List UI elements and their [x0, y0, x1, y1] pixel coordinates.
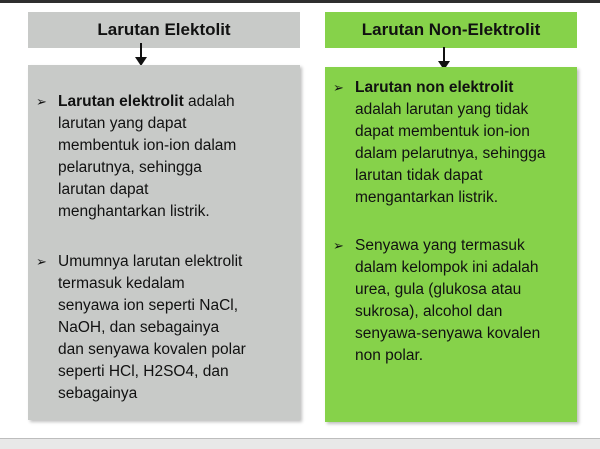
term-larutan-non-elektrolit: Larutan non elektrolit: [355, 79, 514, 96]
text-line: non polar.: [355, 347, 424, 364]
text-line: senyawa ion seperti NaCl,: [58, 297, 239, 314]
arrowhead-bullet-icon: ➢: [333, 238, 344, 253]
text-line: adalah larutan yang tidak: [355, 101, 529, 118]
text-line: urea, gula (glukosa atau: [355, 281, 522, 298]
term-larutan-elektrolit: Larutan elektrolit: [58, 93, 184, 110]
text-line: pelarutnya, sehingga: [58, 159, 202, 176]
panel-non-elektrolit: [325, 67, 577, 422]
arrowhead-bullet-icon: ➢: [333, 80, 344, 95]
arrowhead-bullet-icon: ➢: [36, 254, 47, 269]
text-line: dalam kelompok ini adalah: [355, 259, 539, 276]
text-line: dapat membentuk ion-ion: [355, 123, 530, 140]
text-line: NaOH, dan sebagainya: [58, 319, 220, 336]
text-line: sebagainya: [58, 385, 138, 402]
header-larutan-non-elektrolit: Larutan Non-Elektrolit: [325, 12, 577, 48]
text-line: Senyawa yang termasuk: [355, 237, 525, 254]
arrowhead-bullet-icon: ➢: [36, 94, 47, 109]
text-line: membentuk ion-ion dalam: [58, 137, 237, 154]
bullet-definition-non-elektrolit: [333, 77, 573, 209]
bullet-examples-non-elektrolit: [333, 235, 573, 367]
text-line: dan senyawa kovalen polar: [58, 341, 246, 358]
text-line: larutan tidak dapat: [355, 167, 483, 184]
bullet-definition-elektrolit: ➢ Larutan elektrolit adalah larutan yang dapat membentuk ion-ion dalam pelarutnya, sehingga larutan dapat menghantarkan listrik.: [36, 91, 296, 223]
text-line: dalam pelarutnya, sehingga: [355, 145, 546, 162]
arrow-down-icon: [134, 43, 148, 67]
text-line: sukrosa), alcohol dan: [355, 303, 503, 320]
text-line: senyawa-senyawa kovalen: [355, 325, 541, 342]
text-line: mengantarkan listrik.: [355, 189, 499, 206]
text-line: Umumnya larutan elektrolit: [58, 253, 243, 270]
top-border: [0, 0, 600, 3]
header-larutan-elektrolit: Larutan Elektolit: [28, 12, 300, 48]
text-line: larutan yang dapat: [58, 115, 187, 132]
bottom-band: [0, 438, 600, 449]
text-line: menghantarkan listrik.: [58, 203, 210, 220]
text-line: termasuk kedalam: [58, 275, 185, 292]
text-line: larutan dapat: [58, 181, 149, 198]
bullet-examples-elektrolit: [36, 251, 296, 405]
panel-elektrolit: [28, 65, 300, 420]
text-line: seperti HCl, H2SO4, dan: [58, 363, 229, 380]
